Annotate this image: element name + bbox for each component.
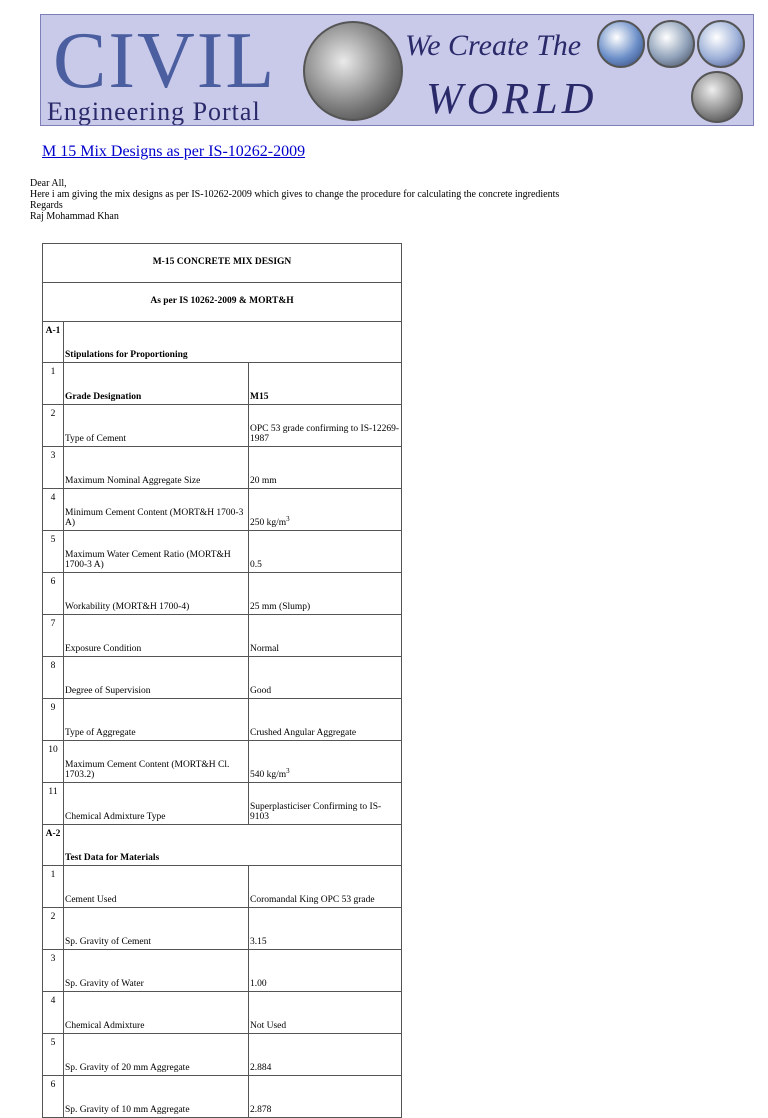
row-number: 4: [43, 489, 64, 531]
row-number: 1: [43, 866, 64, 908]
table-row: [43, 573, 402, 615]
row-value-text: 2.884: [250, 1063, 272, 1073]
row-value: [249, 531, 402, 573]
row-label: Type of Cement: [64, 405, 249, 447]
row-number: 10: [43, 741, 64, 783]
table-row: [43, 950, 402, 992]
table-row: [43, 489, 402, 531]
row-label: Maximum Nominal Aggregate Size: [64, 447, 249, 489]
table-row: [43, 992, 402, 1034]
construction-globe-icon: [303, 21, 403, 121]
row-label: Chemical Admixture Type: [64, 783, 249, 825]
table-row: [43, 1034, 402, 1076]
row-value-text: Coromandal King OPC 53 grade: [250, 895, 375, 905]
table-subheading: As per IS 10262-2009 & MORT&H: [43, 283, 402, 322]
row-number: 8: [43, 657, 64, 699]
banner-brand-bottom: Engineering Portal: [47, 97, 261, 126]
row-number: 9: [43, 699, 64, 741]
post-line: Here i am giving the mix designs as per IS-10262-2009 which gives to change the procedure for calculating the concrete ingredients: [30, 189, 560, 200]
row-value-text: 250 kg/m: [250, 518, 287, 528]
row-label: Minimum Cement Content (MORT&H 1700-3 A): [64, 489, 249, 531]
row-value: [249, 447, 402, 489]
row-label: Type of Aggregate: [64, 699, 249, 741]
row-label: Sp. Gravity of 20 mm Aggregate: [64, 1034, 249, 1076]
row-number: 11: [43, 783, 64, 825]
row-value: [249, 908, 402, 950]
row-label: Maximum Cement Content (MORT&H Cl. 1703.2): [64, 741, 249, 783]
section-title: Test Data for Materials: [64, 825, 402, 866]
post-title-link[interactable]: M 15 Mix Designs as per IS-10262-2009: [42, 143, 306, 160]
table-row: [43, 363, 402, 405]
row-label: Exposure Condition: [64, 615, 249, 657]
row-number: 7: [43, 615, 64, 657]
row-value-text: OPC 53 grade confirming to IS-12269-1987: [250, 424, 400, 444]
row-number: 3: [43, 447, 64, 489]
row-value-text: Not Used: [250, 1021, 287, 1031]
row-label: Workability (MORT&H 1700-4): [64, 573, 249, 615]
row-number: 6: [43, 1076, 64, 1118]
row-number: 5: [43, 531, 64, 573]
mix-design-table: [42, 243, 402, 1118]
table-heading: M-15 CONCRETE MIX DESIGN: [43, 244, 402, 283]
row-value: [249, 1076, 402, 1118]
row-label: Grade Designation: [64, 363, 249, 405]
row-label: Chemical Admixture: [64, 992, 249, 1034]
row-value: [249, 363, 402, 405]
row-value: [249, 489, 402, 531]
row-value-text: 2.878: [250, 1105, 272, 1115]
row-value-sup: 3: [286, 514, 290, 523]
row-number: 2: [43, 405, 64, 447]
table-row: [43, 531, 402, 573]
banner-tagline-top: We Create The: [405, 29, 582, 62]
row-value-text: Normal: [250, 644, 280, 654]
row-value: [249, 950, 402, 992]
row-value-text: M15: [250, 392, 269, 402]
table-row: [43, 447, 402, 489]
burj-globe-icon: [597, 20, 645, 68]
row-value: [249, 699, 402, 741]
row-number: 6: [43, 573, 64, 615]
post-line: Raj Mohammad Khan: [30, 211, 119, 222]
table-row: [43, 866, 402, 908]
row-value: [249, 405, 402, 447]
post-line: Regards: [30, 200, 63, 211]
row-value-text: Crushed Angular Aggregate: [250, 728, 357, 738]
row-number: 4: [43, 992, 64, 1034]
row-label: Sp. Gravity of 10 mm Aggregate: [64, 1076, 249, 1118]
row-number: 1: [43, 363, 64, 405]
banner-tagline-bottom: WORLD: [426, 74, 598, 123]
table-row: [43, 1076, 402, 1118]
row-value: [249, 573, 402, 615]
post-line: Dear All,: [30, 178, 67, 189]
row-label: Degree of Supervision: [64, 657, 249, 699]
row-value-text: 25 mm (Slump): [250, 602, 311, 612]
table-row: [43, 908, 402, 950]
table-row: [43, 657, 402, 699]
row-value: [249, 783, 402, 825]
table-row: [43, 615, 402, 657]
section-id: A-1: [43, 322, 64, 363]
table-row: [43, 405, 402, 447]
row-value: [249, 866, 402, 908]
row-value-sup: 3: [286, 766, 290, 775]
row-value-text: Good: [250, 686, 272, 696]
row-value: [249, 741, 402, 783]
row-value-text: 1.00: [250, 979, 267, 989]
section-row-a2: [43, 825, 402, 866]
row-label: Sp. Gravity of Cement: [64, 908, 249, 950]
eiffel-globe-icon: [697, 20, 745, 68]
table-row: [43, 783, 402, 825]
section-title: Stipulations for Proportioning: [64, 322, 402, 363]
highway-globe-icon: [691, 71, 743, 123]
row-label: Sp. Gravity of Water: [64, 950, 249, 992]
table-row: [43, 741, 402, 783]
row-number: 3: [43, 950, 64, 992]
row-value-text: 540 kg/m: [250, 770, 287, 780]
row-value: [249, 657, 402, 699]
row-value: [249, 615, 402, 657]
row-value-text: 3.15: [250, 937, 267, 947]
row-value-text: Superplasticiser Confirming to IS-9103: [250, 802, 382, 822]
row-value-text: 0.5: [250, 560, 262, 570]
row-label: Cement Used: [64, 866, 249, 908]
site-banner[interactable]: [40, 14, 754, 126]
row-label: Maximum Water Cement Ratio (MORT&H 1700-3 A): [64, 531, 249, 573]
row-value: [249, 1034, 402, 1076]
section-id: A-2: [43, 825, 64, 866]
row-number: 5: [43, 1034, 64, 1076]
post-body: [30, 178, 559, 222]
section-row-a1: [43, 322, 402, 363]
row-value-text: 20 mm: [250, 476, 277, 486]
table-row: [43, 699, 402, 741]
banner-brand-top: CIVIL: [53, 17, 277, 105]
row-value: [249, 992, 402, 1034]
bridge-globe-icon: [647, 20, 695, 68]
row-number: 2: [43, 908, 64, 950]
